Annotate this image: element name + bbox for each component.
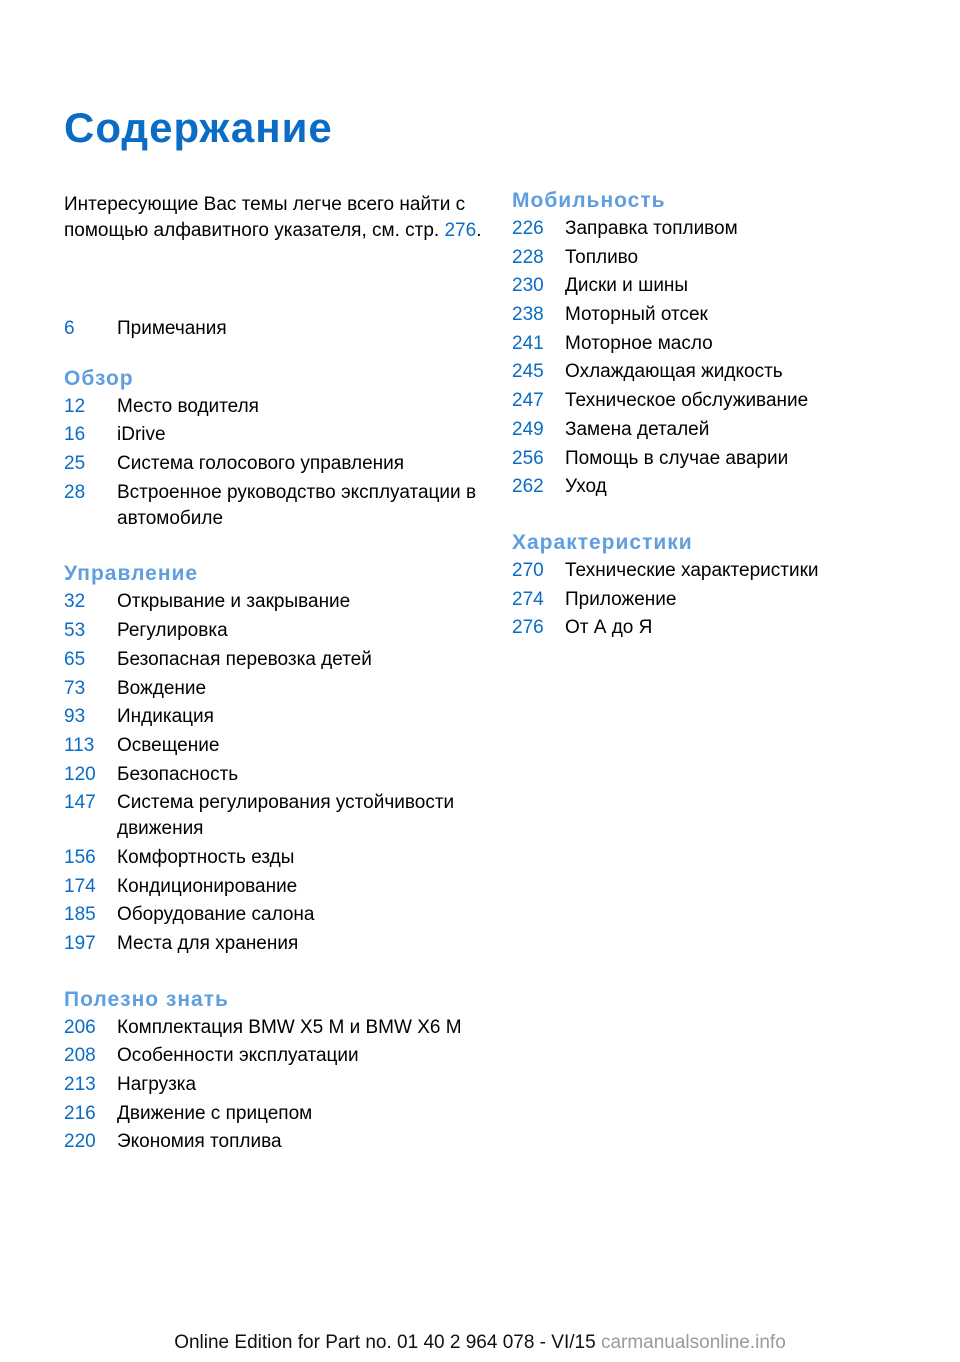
toc-entry-label: Особенности эксплуатации [117, 1045, 359, 1067]
toc-section-upravlenie [64, 559, 504, 957]
toc-page-number: 208 [64, 1045, 96, 1067]
watermark: carmanualsonline.info [600, 1332, 786, 1353]
toc-page-number: 238 [512, 304, 544, 326]
toc-page-number: 216 [64, 1102, 96, 1124]
toc-entry-label: Открывание и закрывание [117, 591, 351, 613]
section-title: Полезно знать [64, 987, 229, 1011]
toc-entry-label: Система голосового управления [117, 453, 405, 475]
toc-entry[interactable] [64, 902, 504, 928]
toc-page-number: 120 [64, 763, 96, 785]
toc-entry[interactable] [512, 331, 952, 357]
toc-entry-label: Технические характеристики [565, 559, 819, 581]
toc-page-number: 156 [64, 846, 96, 868]
toc-entry-label: Вождение [117, 677, 207, 699]
toc-entry-label: Кондиционирование [117, 875, 298, 897]
toc-entry[interactable] [64, 762, 504, 788]
intro-page-link[interactable]: 276 [444, 220, 477, 241]
toc-entry-label: Охлаждающая жидкость [565, 361, 783, 383]
toc-entry[interactable] [64, 647, 504, 673]
toc-page-number: 276 [512, 617, 544, 639]
toc-entry-label: Оборудование салона [117, 904, 315, 926]
toc-entry[interactable] [64, 589, 504, 615]
toc-entry[interactable] [64, 1101, 504, 1127]
toc-entry[interactable] [512, 302, 952, 328]
toc-page-number: 147 [64, 792, 96, 814]
section-title: Характеристики [512, 530, 693, 554]
toc-entry[interactable] [64, 618, 504, 644]
footer-edition: Online Edition for Part no. 01 40 2 964 078 - VI/15 [174, 1332, 596, 1353]
toc-page-number: 213 [64, 1074, 96, 1096]
toc-entry-label: Моторное масло [565, 332, 713, 354]
toc-page-number: 247 [512, 390, 544, 412]
toc-entry-label: Моторный отсек [565, 304, 708, 326]
toc-entry-label: Освещение [117, 734, 220, 756]
toc-entry-label: iDrive [117, 424, 166, 446]
toc-entry[interactable] [512, 615, 952, 641]
toc-entry[interactable] [64, 1015, 504, 1041]
toc-page-number: 73 [64, 677, 86, 699]
page-title: Содержание [64, 104, 333, 151]
toc-page-number: 32 [64, 591, 86, 613]
toc-page-number: 53 [64, 620, 86, 642]
section-title: Обзор [64, 366, 134, 390]
toc-section-obzor [64, 364, 504, 532]
toc-entry[interactable] [64, 480, 504, 532]
toc-entry-label: Встроенное руководство эксплуатации в автомобиле [117, 481, 477, 529]
toc-entry-label: Регулировка [117, 620, 228, 642]
toc-page-number: 174 [64, 875, 96, 897]
toc-entry-label: Нагрузка [117, 1074, 197, 1096]
toc-entry[interactable] [64, 1129, 504, 1155]
toc-page-number: 241 [512, 332, 544, 354]
toc-entry-label: Приложение [565, 588, 677, 610]
toc-page-number: 113 [64, 734, 95, 756]
toc-page-number: 230 [512, 275, 544, 297]
toc-entry[interactable] [64, 704, 504, 730]
toc-entry-label: Уход [565, 476, 607, 498]
toc-right-column [512, 186, 952, 644]
toc-entry[interactable] [512, 388, 952, 414]
toc-entry[interactable] [512, 587, 952, 613]
toc-page-number: 220 [64, 1131, 96, 1153]
intro-text: Интересующие Вас темы легче всего найти с помощью алфавитного указателя, см. стр. [64, 194, 466, 241]
toc-entry[interactable] [512, 245, 952, 271]
toc-entry[interactable] [64, 316, 504, 342]
toc-entry[interactable] [64, 451, 504, 477]
toc-page-number: 274 [512, 588, 544, 610]
toc-page-number: 6 [64, 318, 75, 339]
section-title: Мобильность [512, 189, 666, 212]
toc-page-number: 12 [64, 395, 86, 417]
toc-entry[interactable] [512, 474, 952, 500]
toc-page-number: 270 [512, 559, 544, 581]
footer [0, 1330, 960, 1356]
toc-entry[interactable] [64, 422, 504, 448]
toc-entry-label: Примечания [117, 318, 227, 339]
toc-entry-label: Система регулирования устойчивости движения [117, 792, 455, 840]
toc-entry-label: Заправка топливом [565, 218, 738, 239]
toc-entry[interactable] [64, 1043, 504, 1069]
toc-entry-label: Топливо [565, 246, 639, 268]
intro-end: . [476, 220, 482, 241]
toc-page-number: 197 [64, 933, 96, 954]
toc-entry-label: Место водителя [117, 395, 259, 417]
toc-page-number: 228 [512, 246, 544, 268]
toc-entry[interactable] [64, 874, 504, 900]
toc-page-number: 262 [512, 476, 544, 498]
toc-entry-label: Комплектация BMW X5 M и BMW X6 M [117, 1016, 462, 1038]
toc-page-number: 245 [512, 361, 544, 383]
toc-section-polezno-znat [64, 985, 504, 1156]
toc-entry[interactable] [512, 446, 952, 472]
toc-page-number: 65 [64, 648, 86, 670]
intro-paragraph [64, 192, 494, 244]
toc-page-number: 256 [512, 447, 544, 469]
toc-entry[interactable] [512, 558, 952, 584]
toc-entry-label: Диски и шины [565, 275, 689, 297]
toc-entry[interactable] [64, 733, 504, 759]
toc-entry-label: Техническое обслуживание [565, 390, 809, 412]
toc-page-number: 28 [64, 481, 86, 503]
toc-entry-label: Безопасная перевозка детей [117, 648, 372, 670]
toc-entry[interactable] [512, 359, 952, 385]
toc-entry-label: Места для хранения [117, 933, 299, 954]
toc-page-number: 16 [64, 424, 86, 446]
toc-entry-label: Безопасность [117, 763, 239, 785]
toc-entry-label: От А до Я [565, 617, 653, 639]
toc-entry[interactable] [64, 790, 504, 842]
toc-entry-label: Движение с прицепом [117, 1102, 313, 1124]
toc-entry[interactable] [64, 676, 504, 702]
toc-entry-label: Экономия топлива [117, 1131, 282, 1153]
toc-left-column [64, 316, 504, 1158]
toc-entry[interactable] [64, 1072, 504, 1098]
toc-entry[interactable] [512, 216, 952, 242]
toc-page-number: 249 [512, 418, 544, 440]
toc-entry[interactable] [512, 273, 952, 299]
toc-entry[interactable] [64, 845, 504, 871]
toc-page-number: 93 [64, 706, 86, 728]
toc-page-number: 25 [64, 453, 86, 475]
toc-page-number: 206 [64, 1016, 96, 1038]
toc-entry[interactable] [512, 417, 952, 443]
toc-entry-label: Индикация [117, 706, 214, 728]
toc-section-mobilnost [512, 186, 952, 500]
section-title: Управление [64, 562, 199, 586]
toc-section-harakteristiki [512, 528, 952, 641]
toc-page-number: 226 [512, 218, 544, 239]
toc-page-number: 185 [64, 904, 96, 926]
toc-entry-label: Комфортность езды [117, 846, 295, 868]
toc-entry-label: Помощь в случае аварии [565, 447, 789, 469]
toc-entry[interactable] [64, 931, 504, 957]
toc-entry-label: Замена деталей [565, 418, 710, 440]
toc-entry[interactable] [64, 394, 504, 420]
